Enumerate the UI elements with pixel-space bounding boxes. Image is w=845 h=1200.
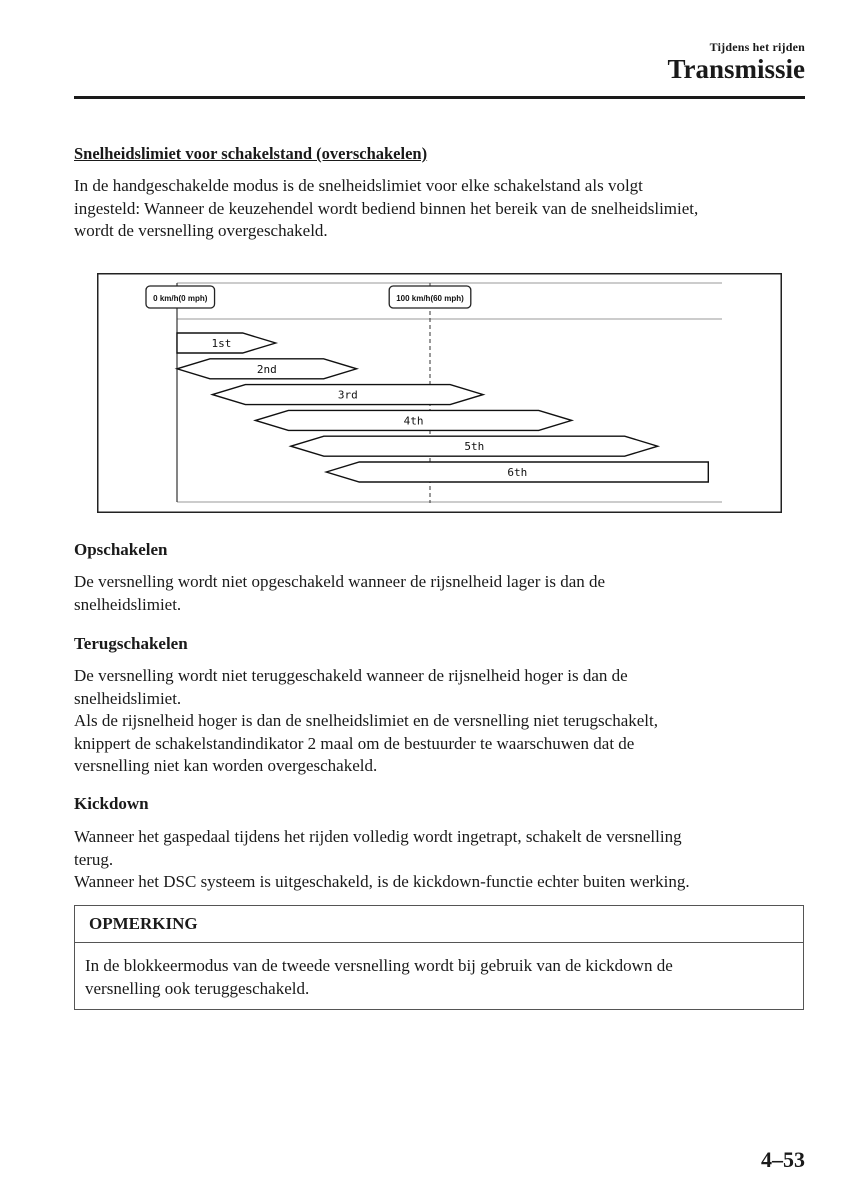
- upshift-heading: Opschakelen: [74, 540, 168, 559]
- intro-line: ingesteld: Wanneer de keuzehendel wordt bediend binnen het bereik van de snelheidslimiet,: [74, 198, 699, 218]
- kickdown-heading: Kickdown: [74, 794, 149, 813]
- page-title: Transmissie: [667, 54, 805, 84]
- page-number: 4–53: [761, 1147, 805, 1172]
- downshift-line: Als de rijsnelheid hoger is dan de snelheidslimiet en de versnelling niet terugschakelt,: [74, 711, 658, 730]
- note-line: versnelling ook teruggeschakeld.: [85, 978, 310, 998]
- downshift-line: versnelling niet kan worden overgeschakeld.: [74, 756, 378, 775]
- gear-range-label: 2nd: [256, 362, 277, 376]
- section-heading: Snelheidslimiet voor schakelstand (overschakelen): [74, 144, 428, 163]
- downshift-heading: Terugschakelen: [74, 634, 188, 653]
- kickdown-paragraph: [74, 826, 809, 894]
- speed-marker-limit: [389, 286, 471, 308]
- upshift-paragraph: [74, 571, 809, 616]
- kickdown-line: Wanneer het gaspedaal tijdens het rijden volledig wordt ingetrapt, schakelt de versnelling: [74, 827, 682, 846]
- downshift-line: knippert de schakelstandindikator 2 maal om de bestuurder te waarschuwen dat de: [74, 733, 635, 753]
- speed-marker-label: 100 km/h(60 mph): [396, 294, 464, 303]
- header-divider: [74, 96, 805, 99]
- upshift-line: snelheidslimiet.: [74, 594, 182, 614]
- intro-paragraph: [74, 175, 809, 243]
- gear-range-label: 5th: [464, 440, 485, 454]
- note-title: OPMERKING: [75, 906, 803, 943]
- gear-range-label: 6th: [507, 466, 528, 479]
- gear-range-label: 4th: [403, 414, 424, 428]
- gear-range-5th: [291, 436, 658, 456]
- downshift-line: De versnelling wordt niet teruggeschakeld wanneer de rijsnelheid hoger is dan de: [74, 666, 628, 685]
- gear-range-3rd: [212, 385, 483, 405]
- upshift-line: De versnelling wordt niet opgeschakeld wanneer de rijsnelheid lager is dan de: [74, 572, 606, 591]
- note-line: In de blokkeermodus van de tweede versnelling wordt bij gebruik van de kickdown de: [85, 956, 673, 975]
- intro-line: In de handgeschakelde modus is de snelheidslimiet voor elke schakelstand als volgt: [74, 176, 643, 195]
- gear-speed-diagram: [97, 273, 782, 513]
- header-section-label: Tijdens het rijden: [709, 40, 805, 54]
- speed-marker-label: 0 km/h(0 mph): [153, 294, 208, 303]
- note-body: [75, 943, 803, 1000]
- speed-marker-start: [146, 286, 215, 308]
- gear-range-6th: [326, 462, 708, 482]
- gear-range-4th: [255, 410, 571, 430]
- kickdown-line: Wanneer het DSC systeem is uitgeschakeld, is de kickdown-functie echter buiten werking.: [74, 872, 690, 891]
- gear-range-2nd: [177, 359, 357, 379]
- intro-line: wordt de versnelling overgeschakeld.: [74, 221, 328, 240]
- downshift-line: snelheidslimiet.: [74, 688, 182, 708]
- downshift-paragraph: [74, 665, 809, 778]
- gear-range-label: 1st: [211, 337, 232, 350]
- kickdown-line: terug.: [74, 849, 114, 869]
- gear-range-label: 3rd: [337, 388, 358, 402]
- note-box: [74, 905, 804, 1010]
